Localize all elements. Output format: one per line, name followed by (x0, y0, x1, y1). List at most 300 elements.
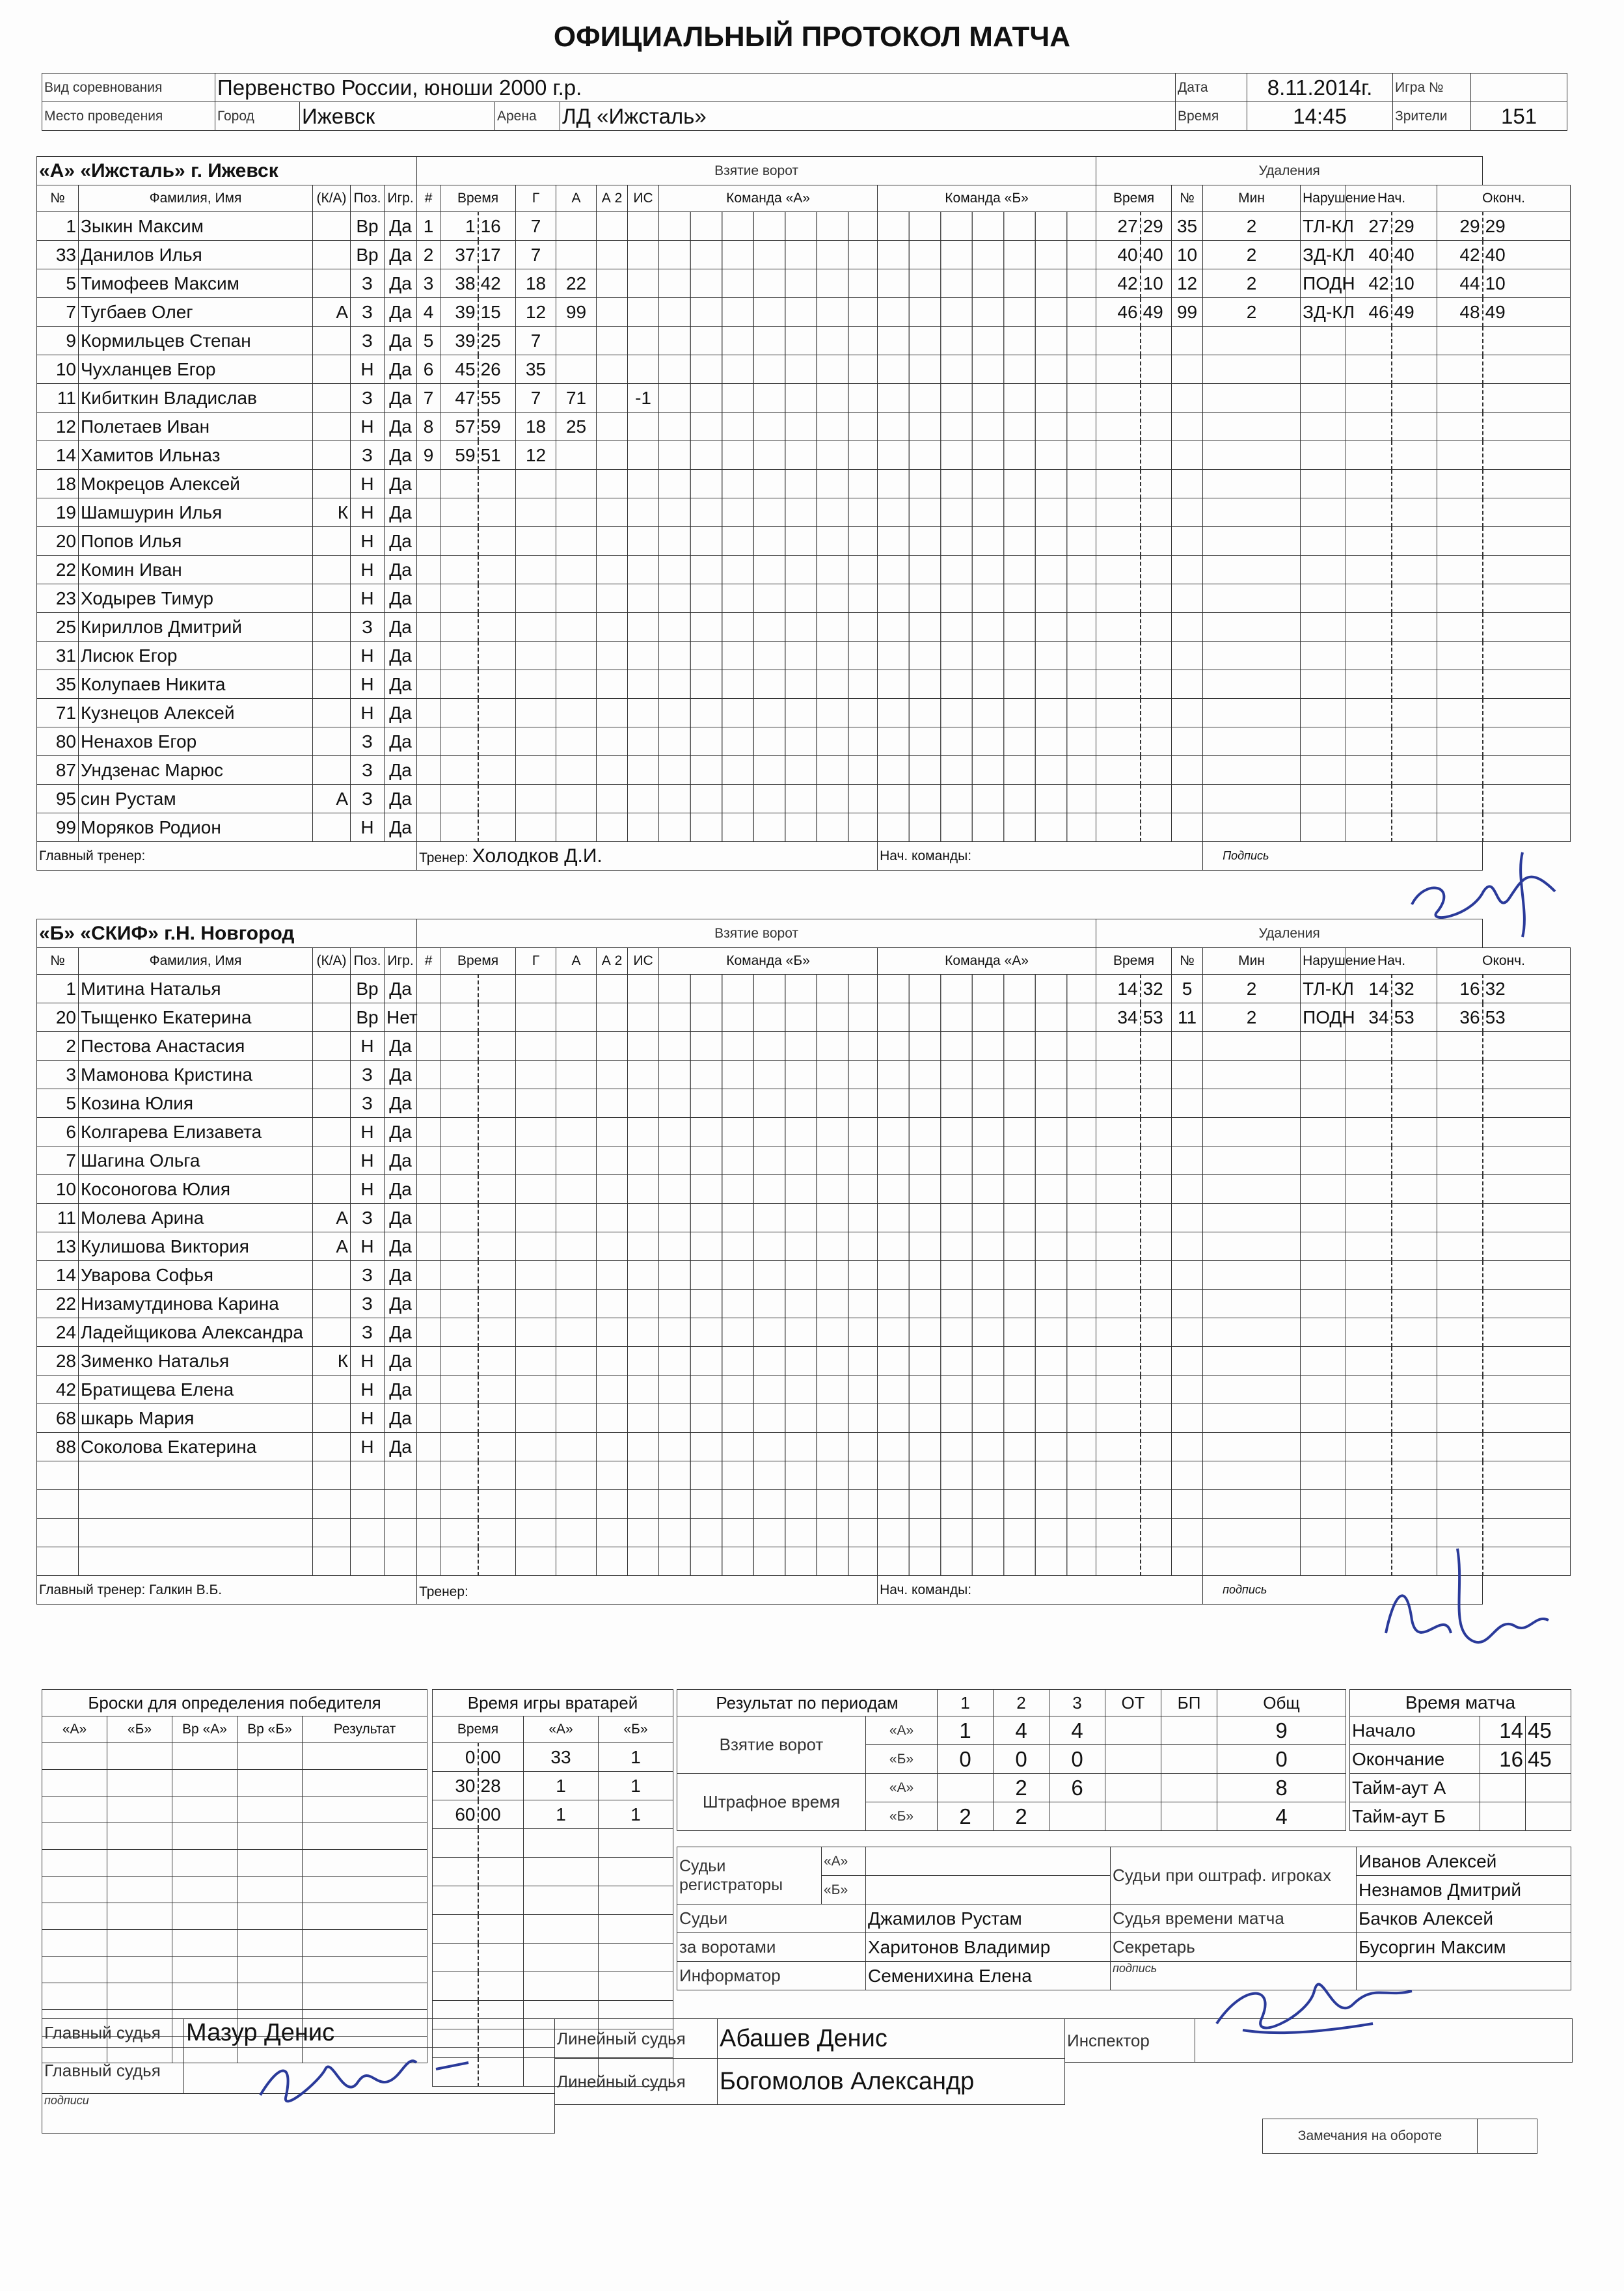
informer-label: Информатор (677, 1962, 866, 1990)
goal-assist (556, 1204, 597, 1232)
player-name: Хамитов Ильназ (79, 441, 313, 470)
pen-violation (1301, 1376, 1346, 1404)
match-start-mm: 14 (1480, 1716, 1526, 1745)
goal-assist-2 (597, 413, 628, 441)
pen-player (1172, 1175, 1203, 1204)
pen-violation (1301, 699, 1346, 727)
goalie-min (433, 1915, 478, 1944)
pen-end-sec (1483, 1232, 1571, 1261)
head-coach-label: Главный тренер: (39, 1582, 146, 1597)
player-ka (313, 975, 351, 1003)
pen-sec-time (1141, 727, 1172, 756)
goal-assist (556, 670, 597, 699)
pen-start-min (1346, 756, 1392, 785)
player-pos: Вр (351, 1003, 385, 1032)
player-pos: Н (351, 1232, 385, 1261)
goal-min (440, 1490, 478, 1519)
goal-sec (478, 785, 516, 813)
goal-assist (556, 556, 597, 584)
pen-minutes (1203, 1461, 1301, 1490)
goal-scorer (516, 1404, 556, 1433)
player-row (37, 1347, 1571, 1376)
time-label: Время (1176, 102, 1247, 131)
goal-sec: 51 (478, 441, 516, 470)
col-goal-a: А (556, 185, 597, 212)
pen-start-sec (1392, 1318, 1437, 1347)
pen-minutes (1203, 1318, 1301, 1347)
player-name: Лисюк Егор (79, 642, 313, 670)
goal-is (628, 670, 659, 699)
goals-b-bp (1161, 1745, 1217, 1774)
player-no: 31 (37, 642, 79, 670)
pim-a-p2: 2 (994, 1774, 1049, 1802)
goal-assist (556, 785, 597, 813)
goal-sec (478, 1204, 516, 1232)
goal-assist-2 (597, 1490, 628, 1519)
player-row (37, 670, 1571, 699)
goal-assist-2 (597, 241, 628, 269)
pim-b-label: «Б» (866, 1802, 938, 1831)
goal-sec (478, 527, 516, 556)
pen-start-min (1346, 813, 1392, 842)
col-team-b-col: Команда «А» (878, 948, 1096, 975)
shootout-cell (172, 1770, 237, 1796)
pen-end-sec (1483, 1089, 1571, 1118)
pen-player (1172, 413, 1203, 441)
goal-assist (556, 1261, 597, 1290)
player-pos: Н (351, 642, 385, 670)
player-ka (313, 1490, 351, 1519)
goal-judge-2: Харитонов Владимир (866, 1933, 1111, 1962)
pen-start-sec (1392, 1118, 1437, 1146)
pen-player (1172, 642, 1203, 670)
goal-num (417, 498, 440, 527)
player-row (37, 1032, 1571, 1061)
pen-player (1172, 670, 1203, 699)
pen-sec-time: 40 (1141, 241, 1172, 269)
shootout-cell (42, 1930, 107, 1957)
pen-end-min (1437, 1089, 1483, 1118)
team-a-lineup (659, 355, 878, 384)
pen-minutes (1203, 384, 1301, 413)
goal-min (440, 1232, 478, 1261)
goal-assist-2 (597, 269, 628, 298)
goal-min (440, 813, 478, 842)
player-row (37, 355, 1571, 384)
pen-start-sec (1392, 327, 1437, 355)
team-a-lineup (659, 1376, 878, 1404)
team-a-lineup (659, 1404, 878, 1433)
player-no: 22 (37, 556, 79, 584)
linesman-1: Абашев Денис (718, 2019, 1065, 2059)
pen-sec-time (1141, 1261, 1172, 1290)
player-name: Кулишова Виктория (79, 1232, 313, 1261)
pen-minutes (1203, 727, 1301, 756)
goal-scorer (516, 699, 556, 727)
shootout-cell (237, 1743, 303, 1770)
player-played: Да (385, 1032, 417, 1061)
pen-violation: ЗД-КЛ (1301, 241, 1346, 269)
player-row (37, 785, 1571, 813)
player-ka: А (313, 1204, 351, 1232)
goal-assist-2 (597, 1547, 628, 1576)
goalie-a (524, 1886, 599, 1915)
player-pos: З (351, 269, 385, 298)
goal-sec (478, 498, 516, 527)
goal-scorer (516, 785, 556, 813)
pen-end-sec (1483, 1461, 1571, 1490)
remarks-label: Замечания на обороте (1263, 2119, 1478, 2154)
shootout-cell (237, 1850, 303, 1877)
goalie-b: 1 (599, 1800, 673, 1829)
shootout-cell (172, 1796, 237, 1823)
pen-min-time (1096, 470, 1141, 498)
team-b-lineup (878, 413, 1096, 441)
goal-assist-2 (597, 1261, 628, 1290)
pen-player (1172, 1232, 1203, 1261)
goal-assist (556, 1490, 597, 1519)
player-name: Низамутдинова Карина (79, 1290, 313, 1318)
pen-sec-time: 29 (1141, 212, 1172, 241)
goal-assist: 25 (556, 413, 597, 441)
goal-assist-2 (597, 813, 628, 842)
pen-end-sec (1483, 642, 1571, 670)
player-no: 22 (37, 1290, 79, 1318)
pen-end-min (1437, 699, 1483, 727)
pen-start-sec (1392, 785, 1437, 813)
referee-label-1: Главный судья (42, 2019, 184, 2048)
player-ka (313, 1547, 351, 1576)
pen-minutes (1203, 556, 1301, 584)
pen-violation (1301, 785, 1346, 813)
shootout-cell (107, 1850, 172, 1877)
team-a-lineup (659, 785, 878, 813)
player-played: Да (385, 212, 417, 241)
pen-start-sec (1392, 1061, 1437, 1089)
player-pos: Н (351, 1347, 385, 1376)
player-ka (313, 699, 351, 727)
goal-assist-2 (597, 1032, 628, 1061)
period-col-bp: БП (1161, 1690, 1217, 1716)
pen-end-min: 42 (1437, 241, 1483, 269)
pim-b-total: 4 (1217, 1802, 1346, 1831)
team-a-lineup (659, 1146, 878, 1175)
pen-violation (1301, 1519, 1346, 1547)
player-played: Да (385, 613, 417, 642)
col-team-a-col: Команда «А» (659, 185, 878, 212)
spectators-value: 151 (1471, 102, 1567, 131)
shootout-cell (42, 1983, 107, 2010)
pen-end-min (1437, 1118, 1483, 1146)
pen-end-min: 16 (1437, 975, 1483, 1003)
goal-scorer (516, 1003, 556, 1032)
pen-minutes (1203, 1204, 1301, 1232)
shootout-cell (42, 1957, 107, 1983)
pen-sec-time (1141, 1061, 1172, 1089)
pen-min-time (1096, 327, 1141, 355)
player-name: Кормильцев Степан (79, 327, 313, 355)
goal-num: 5 (417, 327, 440, 355)
pim-b-bp (1161, 1802, 1217, 1831)
goal-min (440, 470, 478, 498)
pen-player (1172, 1547, 1203, 1576)
pen-min-time (1096, 1490, 1141, 1519)
goal-is (628, 470, 659, 498)
goal-num (417, 1175, 440, 1204)
goal-is (628, 642, 659, 670)
shootout-cell (42, 1850, 107, 1877)
timekeeper: Бачков Алексей (1357, 1905, 1571, 1933)
team-a-lineup (659, 1318, 878, 1347)
goal-scorer (516, 1318, 556, 1347)
player-ka (313, 1376, 351, 1404)
goalie-sec: 28 (478, 1772, 524, 1800)
pen-minutes (1203, 1261, 1301, 1290)
goal-is (628, 727, 659, 756)
goal-num (417, 1089, 440, 1118)
col-pen-no: № (1172, 185, 1203, 212)
goals-a-bp (1161, 1716, 1217, 1745)
team-b-lineup (878, 727, 1096, 756)
goals-a-total: 9 (1217, 1716, 1346, 1745)
pen-sec-time (1141, 1347, 1172, 1376)
pen-sec-time (1141, 699, 1172, 727)
pen-end-min (1437, 470, 1483, 498)
pen-end-min (1437, 556, 1483, 584)
player-played: Да (385, 642, 417, 670)
player-no: 1 (37, 975, 79, 1003)
pen-minutes (1203, 1404, 1301, 1433)
goal-sec (478, 584, 516, 613)
pen-player: 10 (1172, 241, 1203, 269)
pen-end-sec (1483, 1261, 1571, 1290)
pen-end-sec (1483, 441, 1571, 470)
pen-end-sec: 40 (1483, 241, 1571, 269)
goal-is (628, 975, 659, 1003)
goal-is (628, 1404, 659, 1433)
shootout-cell (237, 1983, 303, 2010)
pen-end-sec (1483, 527, 1571, 556)
goal-is (628, 1146, 659, 1175)
col-pen-time: Время (1096, 185, 1172, 212)
player-played (385, 1461, 417, 1490)
goal-num (417, 1318, 440, 1347)
player-no: 2 (37, 1032, 79, 1061)
pen-start-min (1346, 642, 1392, 670)
officials-table (677, 1847, 1571, 1990)
goalie-min: 30 (433, 1772, 478, 1800)
pen-min-time: 14 (1096, 975, 1141, 1003)
goal-scorer (516, 1519, 556, 1547)
player-played: Да (385, 413, 417, 441)
player-no: 7 (37, 298, 79, 327)
player-no: 5 (37, 1089, 79, 1118)
player-ka (313, 584, 351, 613)
goals-a-p1: 1 (938, 1716, 994, 1745)
pen-minutes (1203, 1519, 1301, 1547)
shootout-col: Вр «А» (172, 1716, 237, 1743)
shootout-cell (237, 1957, 303, 1983)
goalie-a (524, 1944, 599, 1972)
goal-assist-2 (597, 785, 628, 813)
goal-num (417, 756, 440, 785)
goalie-min (433, 1972, 478, 2001)
player-row (37, 1061, 1571, 1089)
pen-start-sec (1392, 1347, 1437, 1376)
goalie-b (599, 1829, 673, 1858)
pen-player (1172, 384, 1203, 413)
goal-sec (478, 1461, 516, 1490)
goal-num: 8 (417, 413, 440, 441)
referee-signature (247, 2043, 481, 2115)
secretary-signature (1204, 1959, 1425, 2043)
goal-is (628, 1261, 659, 1290)
player-no: 3 (37, 1061, 79, 1089)
shootout-cell (237, 1796, 303, 1823)
player-name: Ундзенас Марюс (79, 756, 313, 785)
goal-assist (556, 642, 597, 670)
pen-end-sec (1483, 727, 1571, 756)
goal-scorer: 7 (516, 384, 556, 413)
col-goal-is: ИС (628, 185, 659, 212)
pen-sec-time: 32 (1141, 975, 1172, 1003)
goal-is (628, 556, 659, 584)
player-row (37, 1146, 1571, 1175)
player-pos: З (351, 1061, 385, 1089)
goal-assist: 99 (556, 298, 597, 327)
match-end-label: Окончание (1350, 1745, 1480, 1774)
goalie-min (433, 1886, 478, 1915)
goal-is (628, 1519, 659, 1547)
goal-sec (478, 1061, 516, 1089)
goal-assist: 22 (556, 269, 597, 298)
player-played: Да (385, 1061, 417, 1089)
match-start-label: Начало (1350, 1716, 1480, 1745)
goal-num: 9 (417, 441, 440, 470)
team-a-lineup (659, 470, 878, 498)
pen-sec-time (1141, 355, 1172, 384)
pen-sec-time (1141, 1146, 1172, 1175)
player-ka (313, 1089, 351, 1118)
col-pen-min: Мин (1203, 185, 1301, 212)
goal-scorer (516, 727, 556, 756)
goal-assist (556, 756, 597, 785)
shootout-cell (237, 1823, 303, 1850)
pen-end-min (1437, 1032, 1483, 1061)
periods-table (677, 1689, 1346, 1831)
goal-assist (556, 355, 597, 384)
goal-scorer: 18 (516, 269, 556, 298)
pen-player (1172, 756, 1203, 785)
pen-end-sec: 10 (1483, 269, 1571, 298)
player-ka (313, 1032, 351, 1061)
player-played: Да (385, 327, 417, 355)
player-pos: Н (351, 413, 385, 441)
goal-scorer: 35 (516, 355, 556, 384)
pen-start-min: 34 (1346, 1003, 1392, 1032)
player-no: 13 (37, 1232, 79, 1261)
shootout-cell (107, 1743, 172, 1770)
pen-min-time (1096, 756, 1141, 785)
goals-a-p3: 4 (1049, 1716, 1105, 1745)
goal-is: -1 (628, 384, 659, 413)
goal-scorer (516, 613, 556, 642)
team-b-lineup (878, 699, 1096, 727)
page-title: ОФИЦИАЛЬНЫЙ ПРОТОКОЛ МАТЧА (553, 21, 1071, 53)
goalie-a (524, 1829, 599, 1858)
spectators-label: Зрители (1393, 102, 1471, 131)
player-played: Да (385, 1204, 417, 1232)
goalie-col-time: Время (433, 1716, 524, 1743)
player-pos: Н (351, 556, 385, 584)
player-name: Тугбаев Олег (79, 298, 313, 327)
pen-minutes: 2 (1203, 241, 1301, 269)
player-name (79, 1490, 313, 1519)
goal-sec (478, 1433, 516, 1461)
goalie-min (433, 1858, 478, 1886)
pen-minutes (1203, 613, 1301, 642)
team-b-lineup (878, 1433, 1096, 1461)
col-pen-start: Нач. (1346, 185, 1437, 212)
pen-player: 11 (1172, 1003, 1203, 1032)
team-b-lineup (878, 1318, 1096, 1347)
goal-assist (556, 613, 597, 642)
goal-num: 3 (417, 269, 440, 298)
player-ka (313, 1404, 351, 1433)
player-ka (313, 470, 351, 498)
pen-min-time (1096, 1376, 1141, 1404)
goal-min (440, 527, 478, 556)
linesman-label-2: Линейный судья (555, 2059, 718, 2105)
player-played: Да (385, 441, 417, 470)
pen-minutes (1203, 355, 1301, 384)
pen-sec-time (1141, 642, 1172, 670)
shootout-cell (303, 1903, 427, 1930)
pen-violation (1301, 1204, 1346, 1232)
team-b-lineup (878, 642, 1096, 670)
shootout-col: «Б» (107, 1716, 172, 1743)
player-name: Моряков Родион (79, 813, 313, 842)
player-row (37, 1175, 1571, 1204)
goalie-sec (478, 1886, 524, 1915)
player-pos: З (351, 384, 385, 413)
goal-min: 59 (440, 441, 478, 470)
pen-violation (1301, 813, 1346, 842)
team-a-lineup (659, 212, 878, 241)
pen-start-min: 42 (1346, 269, 1392, 298)
player-row (37, 441, 1571, 470)
registrar-a-label: «А» (822, 1847, 866, 1876)
player-no: 68 (37, 1404, 79, 1433)
player-no: 95 (37, 785, 79, 813)
player-pos: З (351, 298, 385, 327)
pen-violation (1301, 1146, 1346, 1175)
team-a-lineup (659, 699, 878, 727)
player-row (37, 527, 1571, 556)
pen-start-min (1346, 670, 1392, 699)
pen-start-sec (1392, 613, 1437, 642)
player-played: Да (385, 498, 417, 527)
player-name: Зименко Наталья (79, 1347, 313, 1376)
shootout-cell (107, 1903, 172, 1930)
goal-is (628, 212, 659, 241)
player-row (37, 1003, 1571, 1032)
col-goal-a2: А 2 (597, 185, 628, 212)
goal-scorer (516, 670, 556, 699)
player-no: 42 (37, 1376, 79, 1404)
col-pen-no: № (1172, 948, 1203, 975)
pen-minutes (1203, 1347, 1301, 1376)
